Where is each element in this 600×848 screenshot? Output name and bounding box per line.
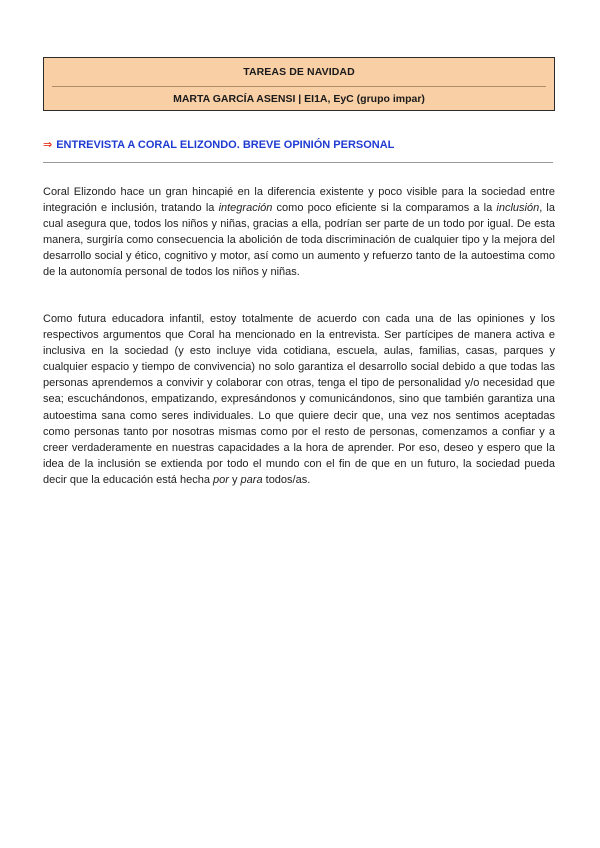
section-heading [43,138,555,151]
paragraph-1-text-a: Coral Elizondo hace un gran hincapié en la diferencia existente y poco visible para la sociedad entre integración e inclusión, tratando la [43,186,555,215]
paragraph-2-emphasis-por: por [213,473,229,486]
paragraph-1-text-b: como poco eficiente si la comparamos a la [272,202,497,215]
paragraph-1-text-c: , la cual asegura que, todos los niños y niñas, gracias a ella, podrían ser parte de un todo por igual. De esta manera, surgiría como consecuencia la abolición de toda discriminación de cualquier tipo y la mejora del desarrollo social y ético, cognitivo y motor, así como un aumento y refuerzo tanto de la autoestima como de la autonomía personal de todos los niños y niñas. [43,202,555,279]
paragraph-2-text-b: y [228,473,241,486]
section-divider [43,162,553,163]
section-heading-text: ENTREVISTA A CORAL ELIZONDO. BREVE OPINIÓN PERSONAL [56,139,395,151]
paragraph-2-text-c: todos/as. [262,473,311,486]
header-box [43,57,555,111]
paragraph-1-emphasis-inclusion: inclusión [496,202,540,215]
paragraph-1-emphasis-integracion: integración [218,202,273,215]
paragraph-2-emphasis-para: para [240,473,263,486]
paragraph-2 [43,311,555,488]
paragraph-1 [43,184,555,281]
paragraph-2-text-a: Como futura educadora infantil, estoy totalmente de acuerdo con cada una de las opiniones y los respectivos argumentos que Coral ha mencionado en la entrevista. Ser partícipes de manera activa e inclusiva en la sociedad (y esto incluye vida cotidiana, escuela, aulas, familias, casas, parques y cualquier espacio y tiempo de convivencia) no solo garantiza el desarrollo social debido a que todas las personas aprendemos a convivir y colaborar con otras, tenga el tipo de personalidad y/o necesidad que sea; escuchándonos, empatizando, expresándonos y comunicándonos, sino que también garantiza una autoestima sana como seres individuales. Lo que quiere decir que, una vez nos sentimos aceptadas como personas tanto por nosotras mismas como por el resto de personas, comenzamos a confiar y a creer verdaderamente en nuestras capacidades a la hora de aprender. Por eso, deseo y espero que la idea de la inclusión se extienda por todo el mundo con el fin de que en un futuro, la sociedad pueda decir que la educación está hecha [43,313,555,486]
header-divider [52,86,546,87]
right-arrow-icon: ⇒ [43,139,53,151]
document-title: TAREAS DE NAVIDAD [243,66,355,78]
author-line: MARTA GARCÍA ASENSI | EI1A, EyC (grupo impar) [173,93,425,105]
